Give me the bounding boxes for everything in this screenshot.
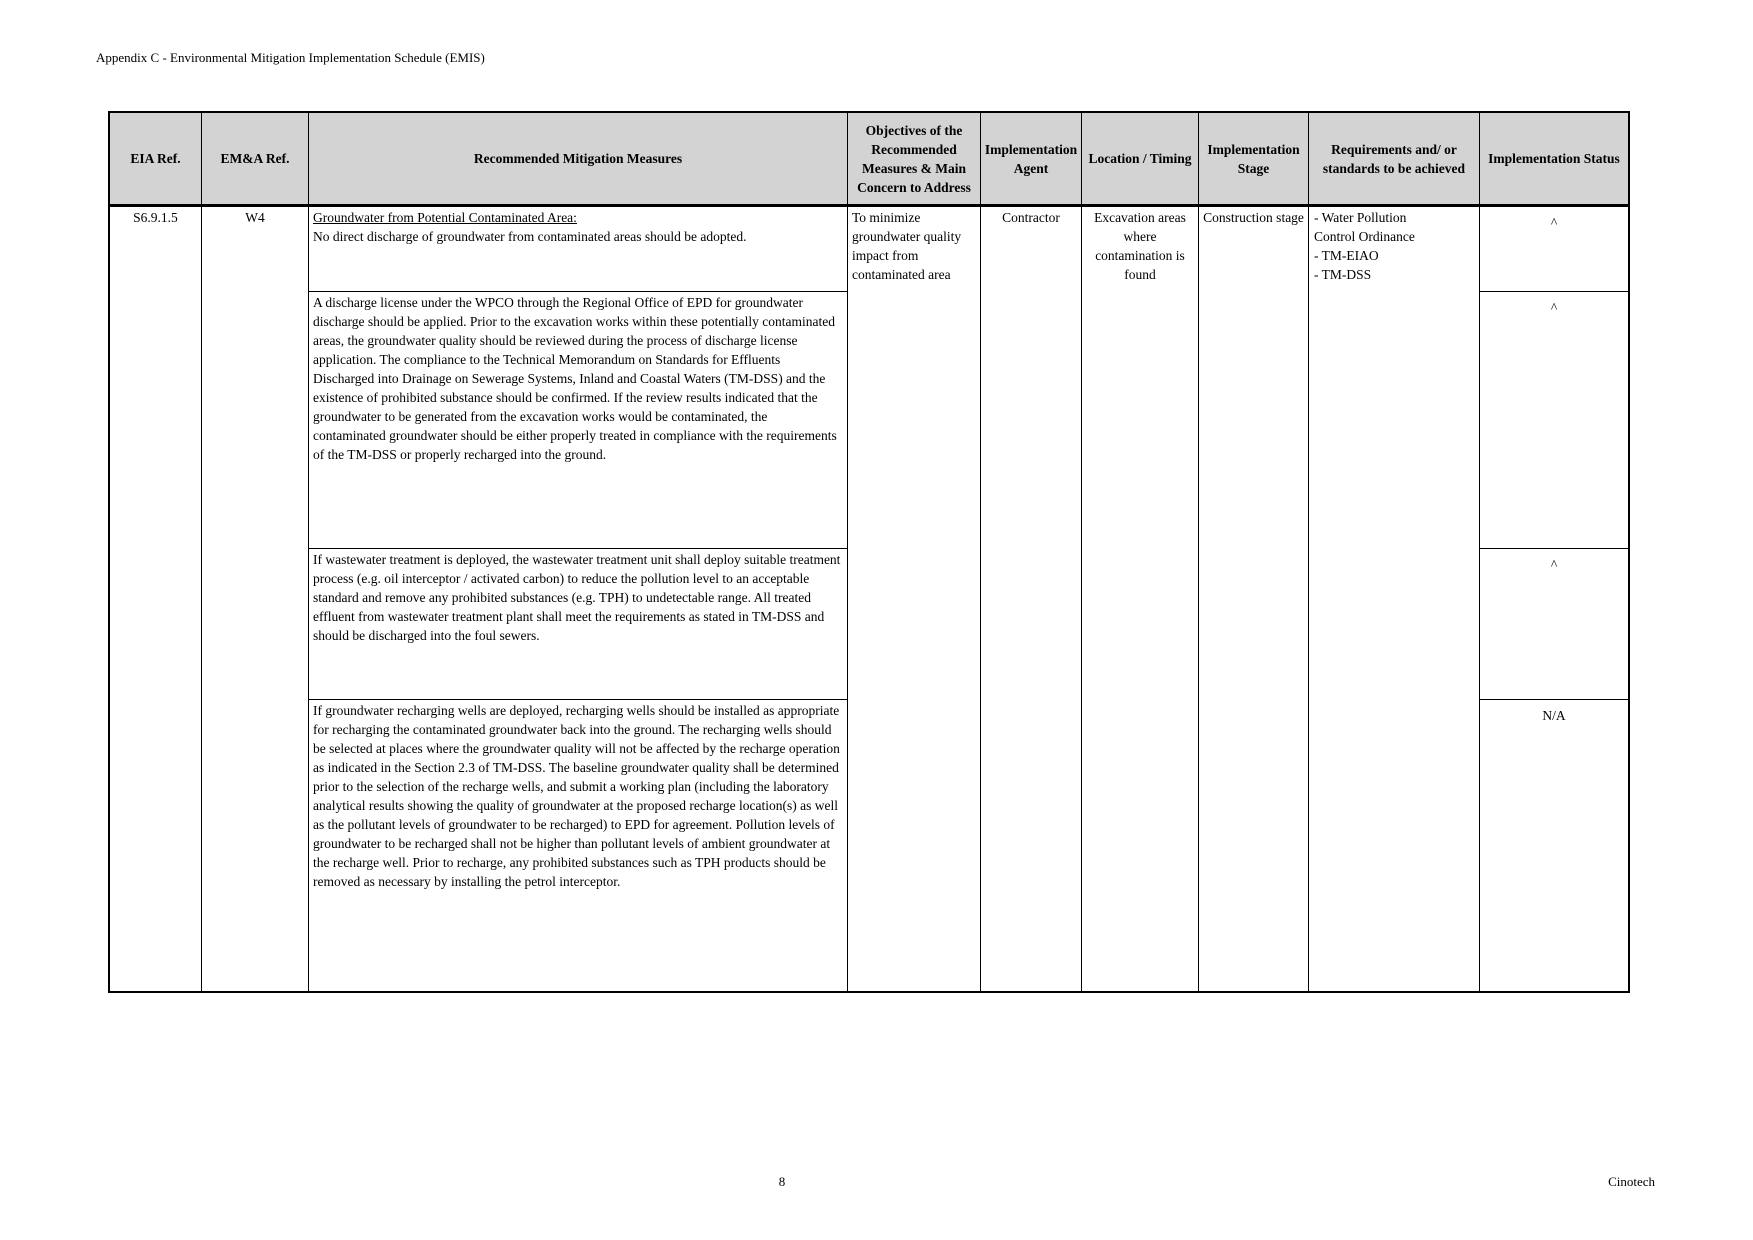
cell-implementation-stage: Construction stage (1199, 207, 1309, 991)
cell-mitigation-measures (309, 207, 848, 991)
measure-block-4 (309, 700, 847, 991)
emis-table (108, 111, 1630, 993)
measure-block-2 (309, 292, 847, 549)
status-marker-1: ^ (1480, 207, 1628, 292)
cell-implementation-status (1480, 207, 1628, 991)
footer-company: Cinotech (1608, 1174, 1655, 1189)
appendix-title: Appendix C - Environmental Mitigation Implementation Schedule (EMIS) (96, 50, 485, 65)
status-marker-2: ^ (1480, 292, 1628, 549)
cell-ema-ref: W4 (202, 207, 309, 991)
requirement-item: - TM-DSS (1314, 267, 1372, 282)
measure-text: If wastewater treatment is deployed, the wastewater treatment unit shall deploy suitable treatment process (e.g. oil interceptor / activated carbon) to reduce the pollution level to an acceptable standard and remove any prohibited substances (e.g. TPH) to undetectable range. All treated effluent from wastewater treatment plant shall meet the requirements as stated in TM-DSS and should be discharged into the foul sewers. (313, 552, 841, 643)
col-header-ema-ref: EM&A Ref. (202, 113, 309, 207)
measure-heading: Groundwater from Potential Contaminated Area: (313, 210, 577, 225)
cell-implementation-agent: Contractor (981, 207, 1082, 991)
cell-objectives: To minimize groundwater quality impact from contaminated area (848, 207, 981, 991)
col-header-implementation-stage: Implementation Stage (1199, 113, 1309, 207)
col-header-eia-ref: EIA Ref. (110, 113, 202, 207)
col-header-implementation-status: Implementation Status (1480, 113, 1628, 207)
cell-location-timing: Excavation areas where contamination is found (1082, 207, 1199, 991)
measure-block-3 (309, 549, 847, 700)
measure-text: A discharge license under the WPCO through the Regional Office of EPD for groundwater discharge should be applied. Prior to the excavation works within these potentially contaminated areas, the groundwater quality should be reviewed during the process of discharge license application. The compliance to the Technical Memorandum on Standards for Effluents Discharged into Drainage on Sewerage Systems, Inland and Coastal Waters (TM-DSS) and the existence of prohibited substance should be confirmed. If the review results indicated that the groundwater to be generated from the excavation works would be contaminated, the contaminated groundwater should be either properly treated in compliance with the requirements of the TM-DSS or properly recharged into the ground. (313, 295, 837, 462)
requirement-item: - TM-EIAO (1314, 248, 1379, 263)
col-header-implementation-agent: Implementation Agent (981, 113, 1082, 207)
requirement-item: - Water Pollution Control Ordinance (1314, 210, 1415, 244)
col-header-recommended-mitigation-measures: Recommended Mitigation Measures (309, 113, 848, 207)
col-header-requirements: Requirements and/ or standards to be achieved (1309, 113, 1480, 207)
status-marker-3: ^ (1480, 549, 1628, 700)
measure-block-1 (309, 207, 847, 292)
col-header-location-timing: Location / Timing (1082, 113, 1199, 207)
page-number: 8 (778, 1174, 786, 1189)
measure-text: No direct discharge of groundwater from contaminated areas should be adopted. (313, 229, 747, 244)
col-header-objectives: Objectives of the Recommended Measures & Main Concern to Address (848, 113, 981, 207)
measure-text: If groundwater recharging wells are deployed, recharging wells should be installed as appropriate for recharging the contaminated groundwater back into the ground. The recharging wells should be selected at places where the groundwater quality will not be affected by the recharge operation as indicated in the Section 2.3 of TM-DSS. The baseline groundwater quality shall be determined prior to the selection of the recharge wells, and submit a working plan (including the laboratory analytical results showing the quality of groundwater at the proposed recharge location(s) as well as the pollutant levels of groundwater to be recharged) to EPD for agreement. Pollution levels of groundwater to be recharged shall not be higher than pollutant levels of ambient groundwater at the recharge well. Prior to recharge, any prohibited substances such as TPH products should be removed as necessary by installing the petrol interceptor. (313, 703, 840, 889)
cell-eia-ref: S6.9.1.5 (110, 207, 202, 991)
status-marker-4: N/A (1542, 708, 1566, 723)
cell-requirements (1309, 207, 1480, 991)
